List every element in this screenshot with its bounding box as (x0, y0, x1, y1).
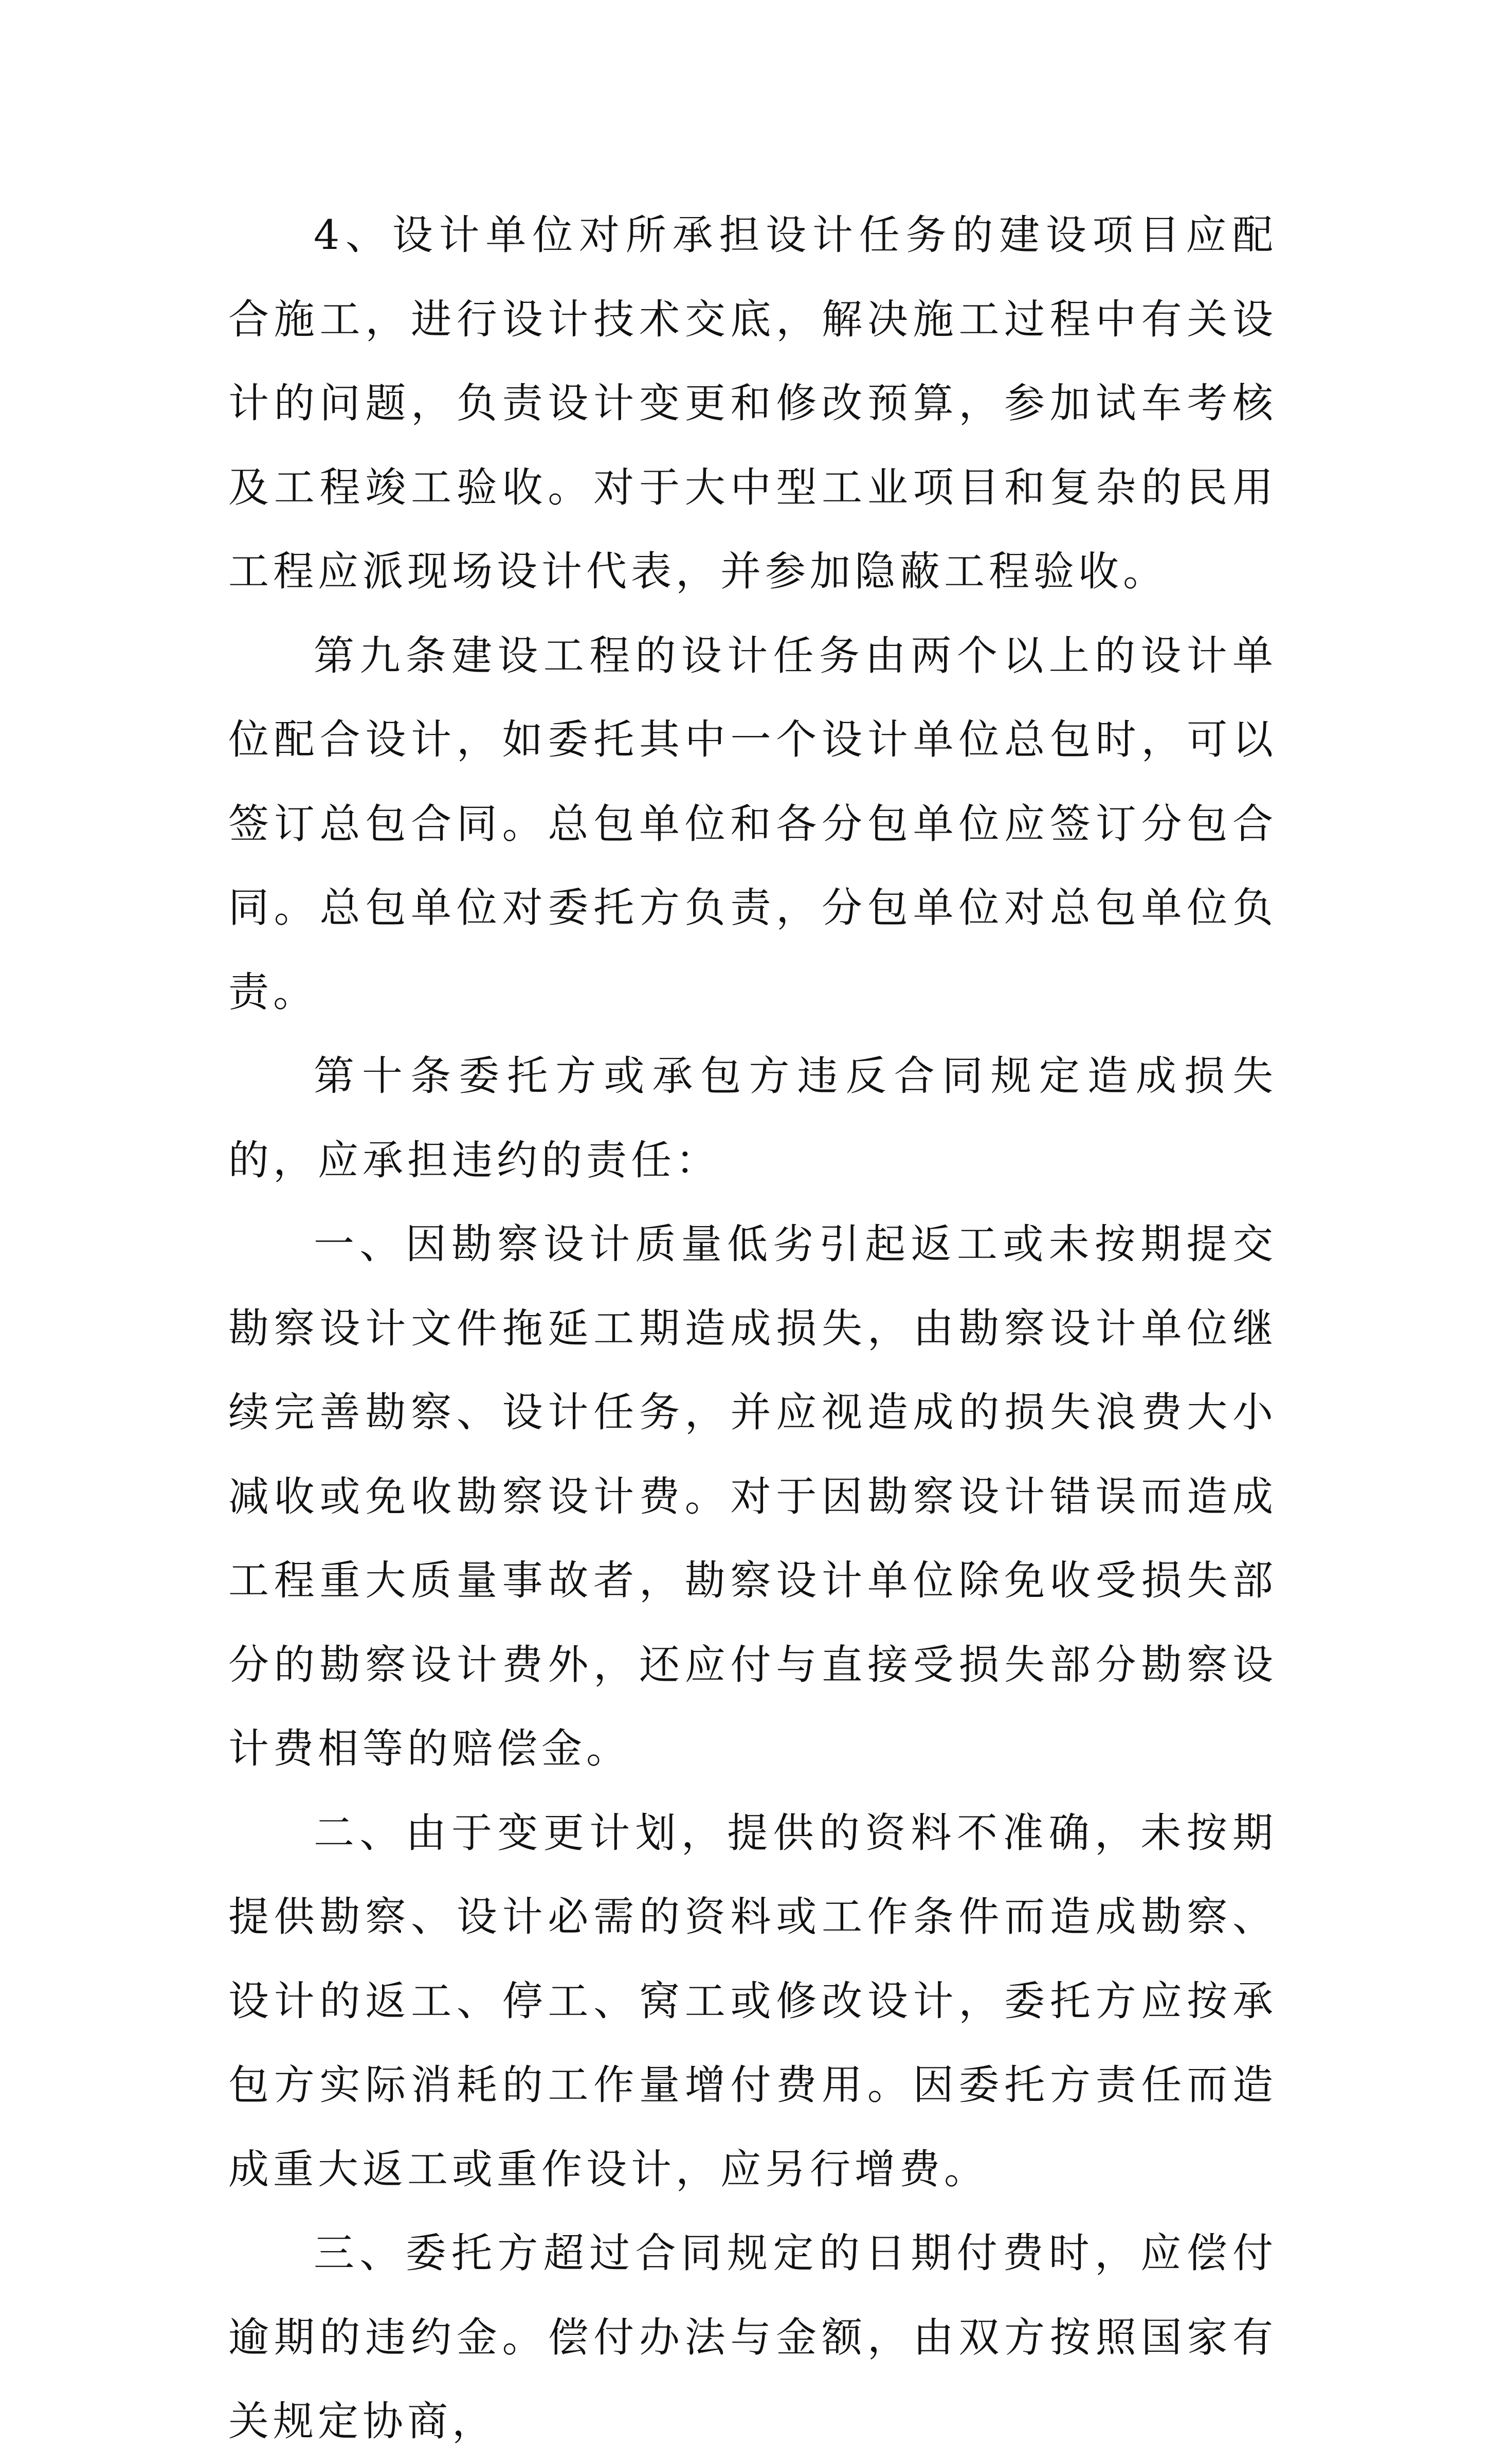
paragraph-article-9: 第九条建设工程的设计任务由两个以上的设计单位配合设计，如委托其中一个设计单位总包时，可以签订总包合同。总包单位和各分包单位应签订分包合同。总包单位对委托方负责，分包单位对总包单位负责。 (228, 632, 1277, 1016)
paragraph-clause-1: 一、因勘察设计质量低劣引起返工或未按期提交勘察设计文件拖延工期造成损失，由勘察设计单位继续完善勘察、设计任务，并应视造成的损失浪费大小减收或免收勘察设计费。对于因勘察设计错误而造成工程重大质量事故者，勘察设计单位除免收受损失部分的勘察设计费外，还应付与直接受损失部分勘察设计费相等的赔偿金。 (228, 1220, 1277, 1772)
paragraph-clause-2: 二、由于变更计划，提供的资料不准确，未按期提供勘察、设计必需的资料或工作条件而造成勘察、设计的返工、停工、窝工或修改设计，委托方应按承包方实际消耗的工作量增付费用。因委托方责任而造成重大返工或重作设计，应另行增费。 (228, 1809, 1277, 2193)
document-body (228, 193, 1277, 2464)
paragraph-design-unit-duties: 4、设计单位对所承担设计任务的建设项目应配合施工，进行设计技术交底，解决施工过程中有关设计的问题，负责设计变更和修改预算，参加试车考核及工程竣工验收。对于大中型工业项目和复杂的民用工程应派现场设计代表，并参加隐蔽工程验收。 (228, 211, 1277, 595)
paragraph-article-10: 第十条委托方或承包方违反合同规定造成损失的，应承担违约的责任： (228, 1052, 1277, 1184)
paragraph-clause-3: 三、委托方超过合同规定的日期付费时，应偿付逾期的违约金。偿付办法与金额，由双方按照国家有关规定协商， (228, 2229, 1277, 2445)
